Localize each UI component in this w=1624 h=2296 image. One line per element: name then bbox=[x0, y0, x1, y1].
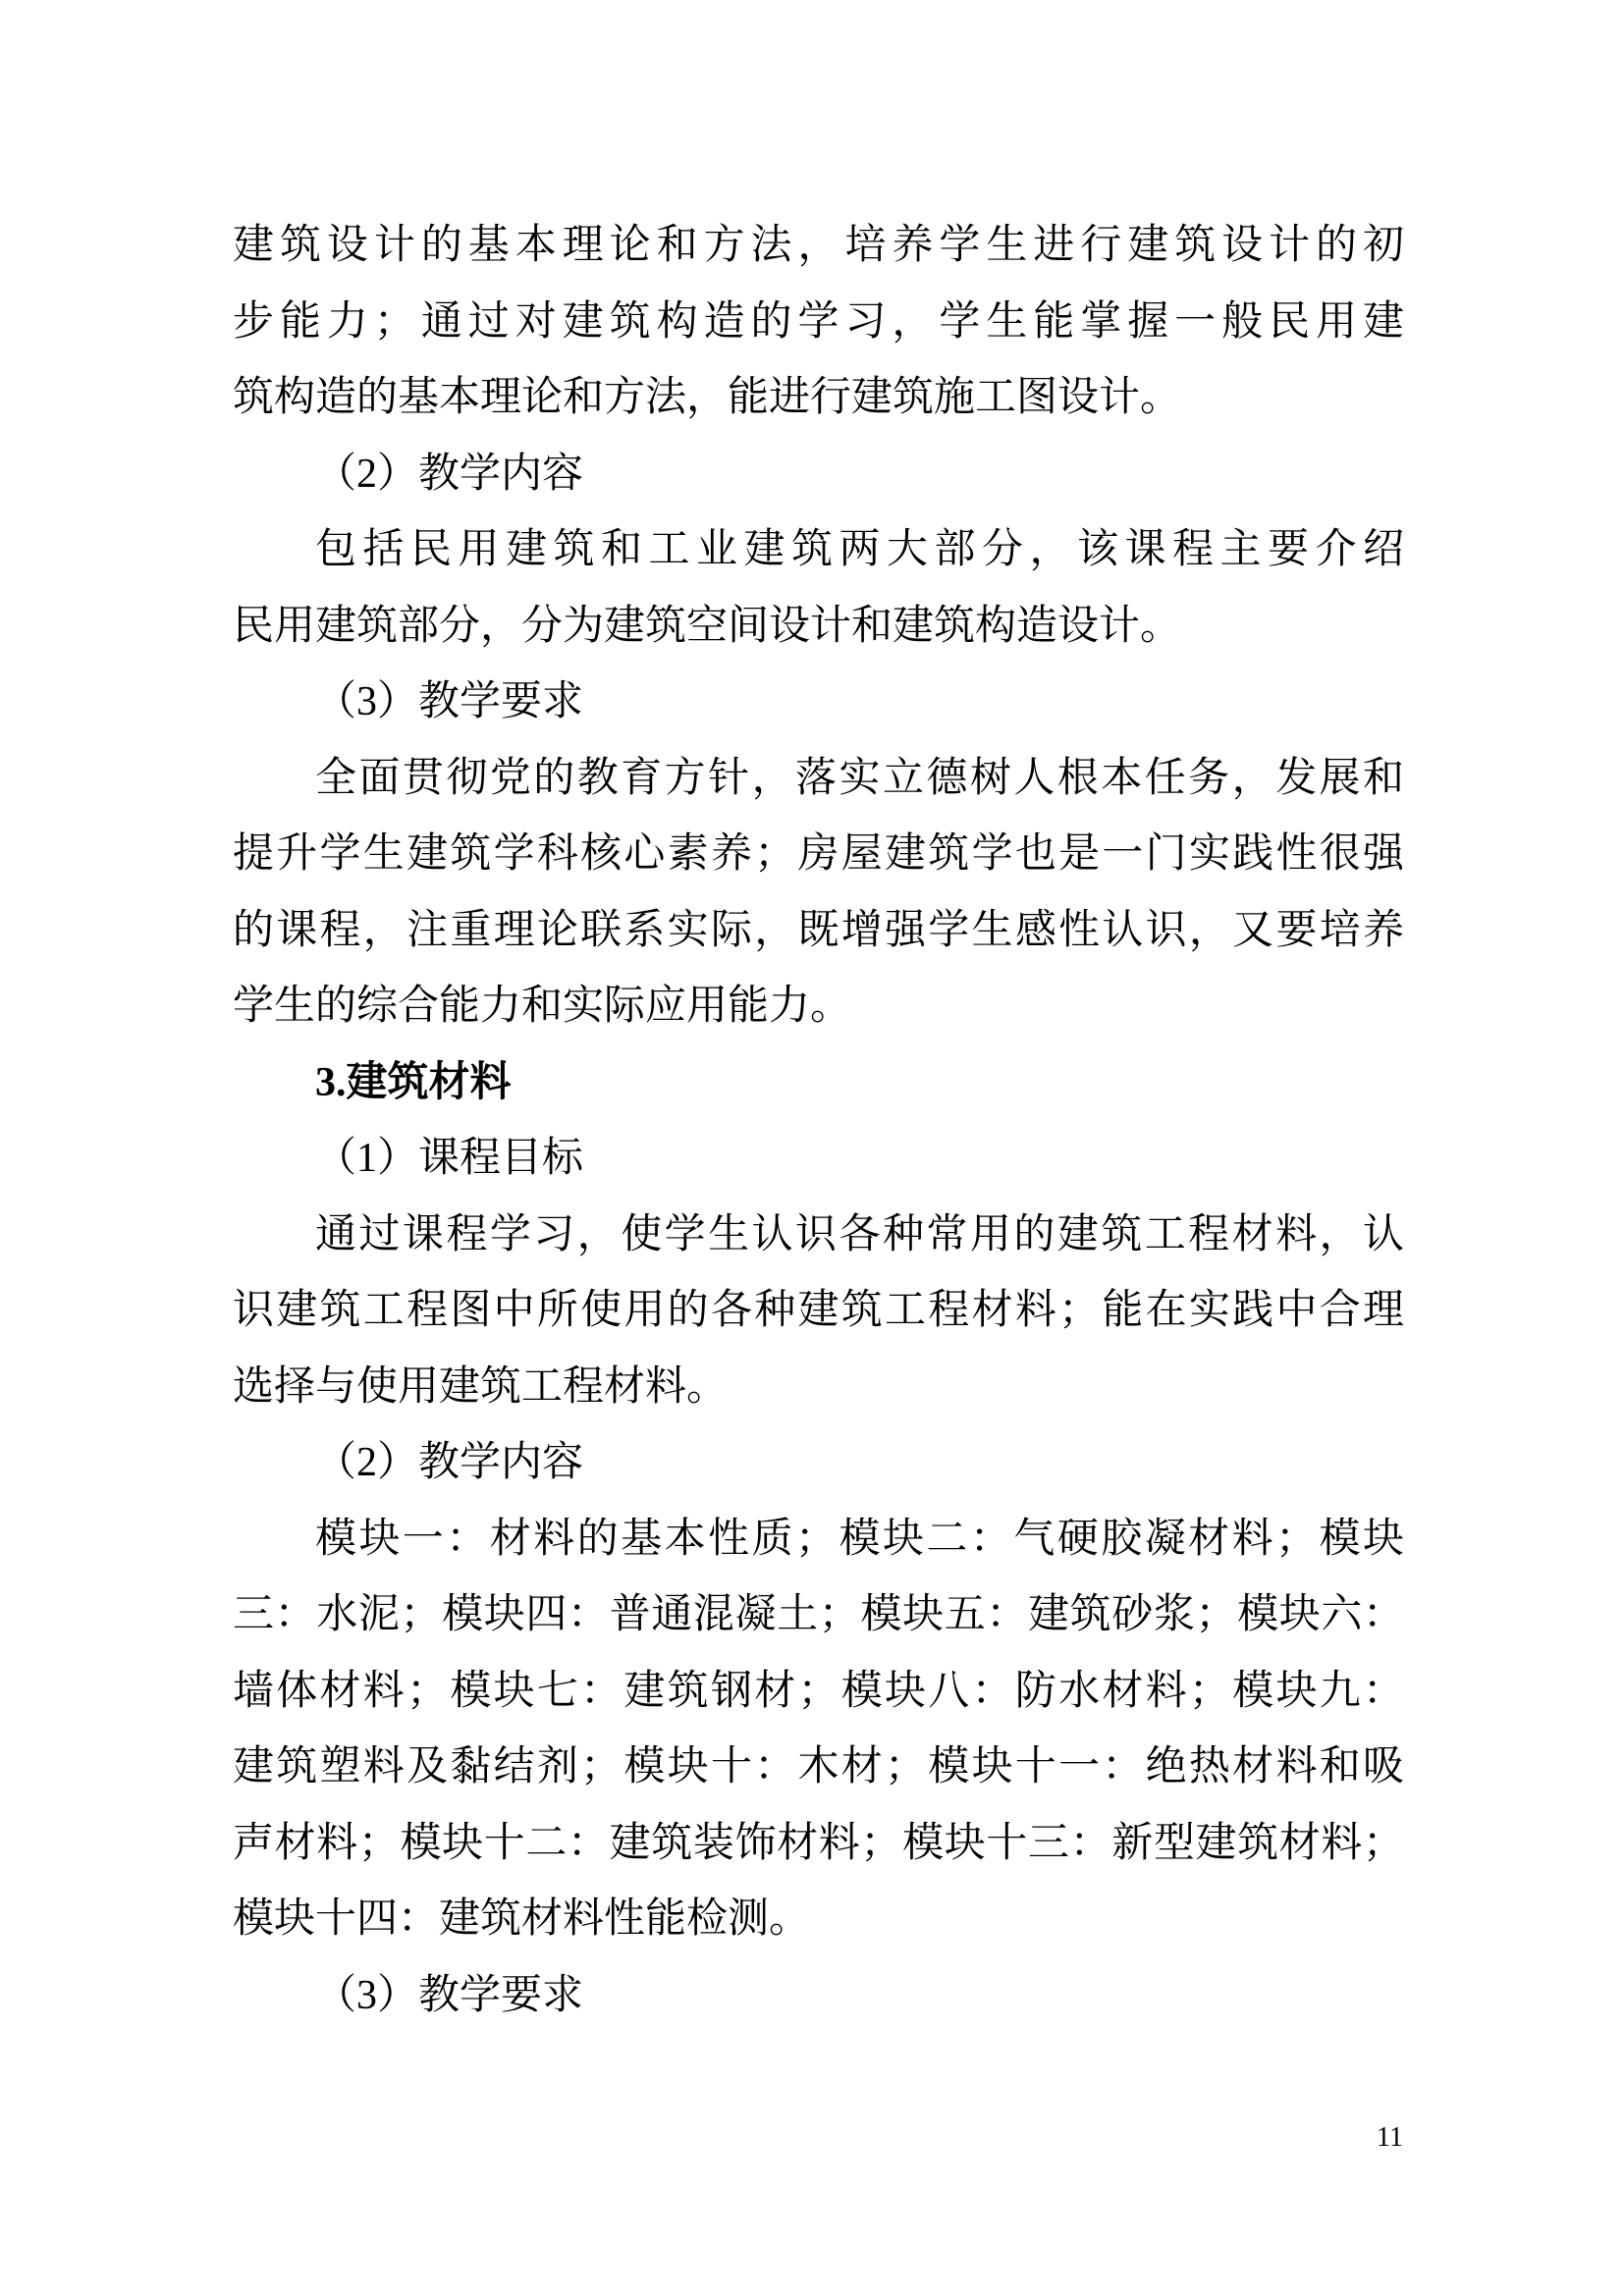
body-text-line: 步能力；通过对建筑构造的学习，学生能掌握一般民用建 bbox=[233, 298, 1404, 345]
page-body-text bbox=[233, 208, 1404, 2034]
body-text-line: 包括民用建筑和工业建筑两大部分，该课程主要介绍 bbox=[315, 527, 1404, 572]
subsection-label-teaching-content: （2）教学内容 bbox=[315, 451, 584, 497]
subsection-label-teaching-requirements: （3）教学要求 bbox=[315, 679, 584, 724]
body-text-line: 建筑设计的基本理论和方法，培养学生进行建筑设计的初 bbox=[233, 223, 1404, 268]
body-text-line: 民用建筑部分，分为建筑空间设计和建筑构造设计。 bbox=[233, 603, 1182, 649]
body-text-line: 的课程，注重理论联系实际，既增强学生感性认识，又要培养 bbox=[233, 907, 1404, 953]
subsection-label-course-objective: （1）课程目标 bbox=[315, 1136, 584, 1181]
body-text-line: 提升学生建筑学科核心素养；房屋建筑学也是一门实践性很强 bbox=[233, 831, 1404, 877]
body-text-line: 模块一：材料的基本性质；模块二：气硬胶凝材料；模块 bbox=[315, 1516, 1404, 1562]
body-text-line: 模块十四：建筑材料性能检测。 bbox=[233, 1896, 811, 1942]
page-number: 11 bbox=[1377, 2122, 1403, 2153]
subsection-label-teaching-requirements: （3）教学要求 bbox=[315, 1972, 584, 2018]
section-heading-building-materials: 3.建筑材料 bbox=[315, 1059, 512, 1105]
subsection-label-teaching-content: （2）教学内容 bbox=[315, 1440, 584, 1485]
body-text-line: 识建筑工程图中所使用的各种建筑工程材料；能在实践中合理 bbox=[233, 1288, 1404, 1333]
body-text-line: 全面贯彻党的教育方针，落实立德树人根本任务，发展和 bbox=[315, 755, 1404, 801]
body-text-line: 通过课程学习，使学生认识各种常用的建筑工程材料，认 bbox=[315, 1211, 1404, 1257]
body-text-line: 选择与使用建筑工程材料。 bbox=[233, 1363, 729, 1410]
body-text-line: 声材料；模块十二：建筑装饰材料；模块十三：新型建筑材料； bbox=[233, 1820, 1404, 1866]
body-text-line: 三：水泥；模块四：普通混凝土；模块五：建筑砂浆；模块六： bbox=[233, 1592, 1404, 1637]
body-text-line: 筑构造的基本理论和方法，能进行建筑施工图设计。 bbox=[233, 375, 1182, 420]
body-text-line: 建筑塑料及黏结剂；模块十：木材；模块十一：绝热材料和吸 bbox=[233, 1744, 1404, 1789]
body-text-line: 墙体材料；模块七：建筑钢材；模块八：防水材料；模块九： bbox=[233, 1668, 1404, 1714]
body-text-line: 学生的综合能力和实际应用能力。 bbox=[233, 984, 852, 1029]
